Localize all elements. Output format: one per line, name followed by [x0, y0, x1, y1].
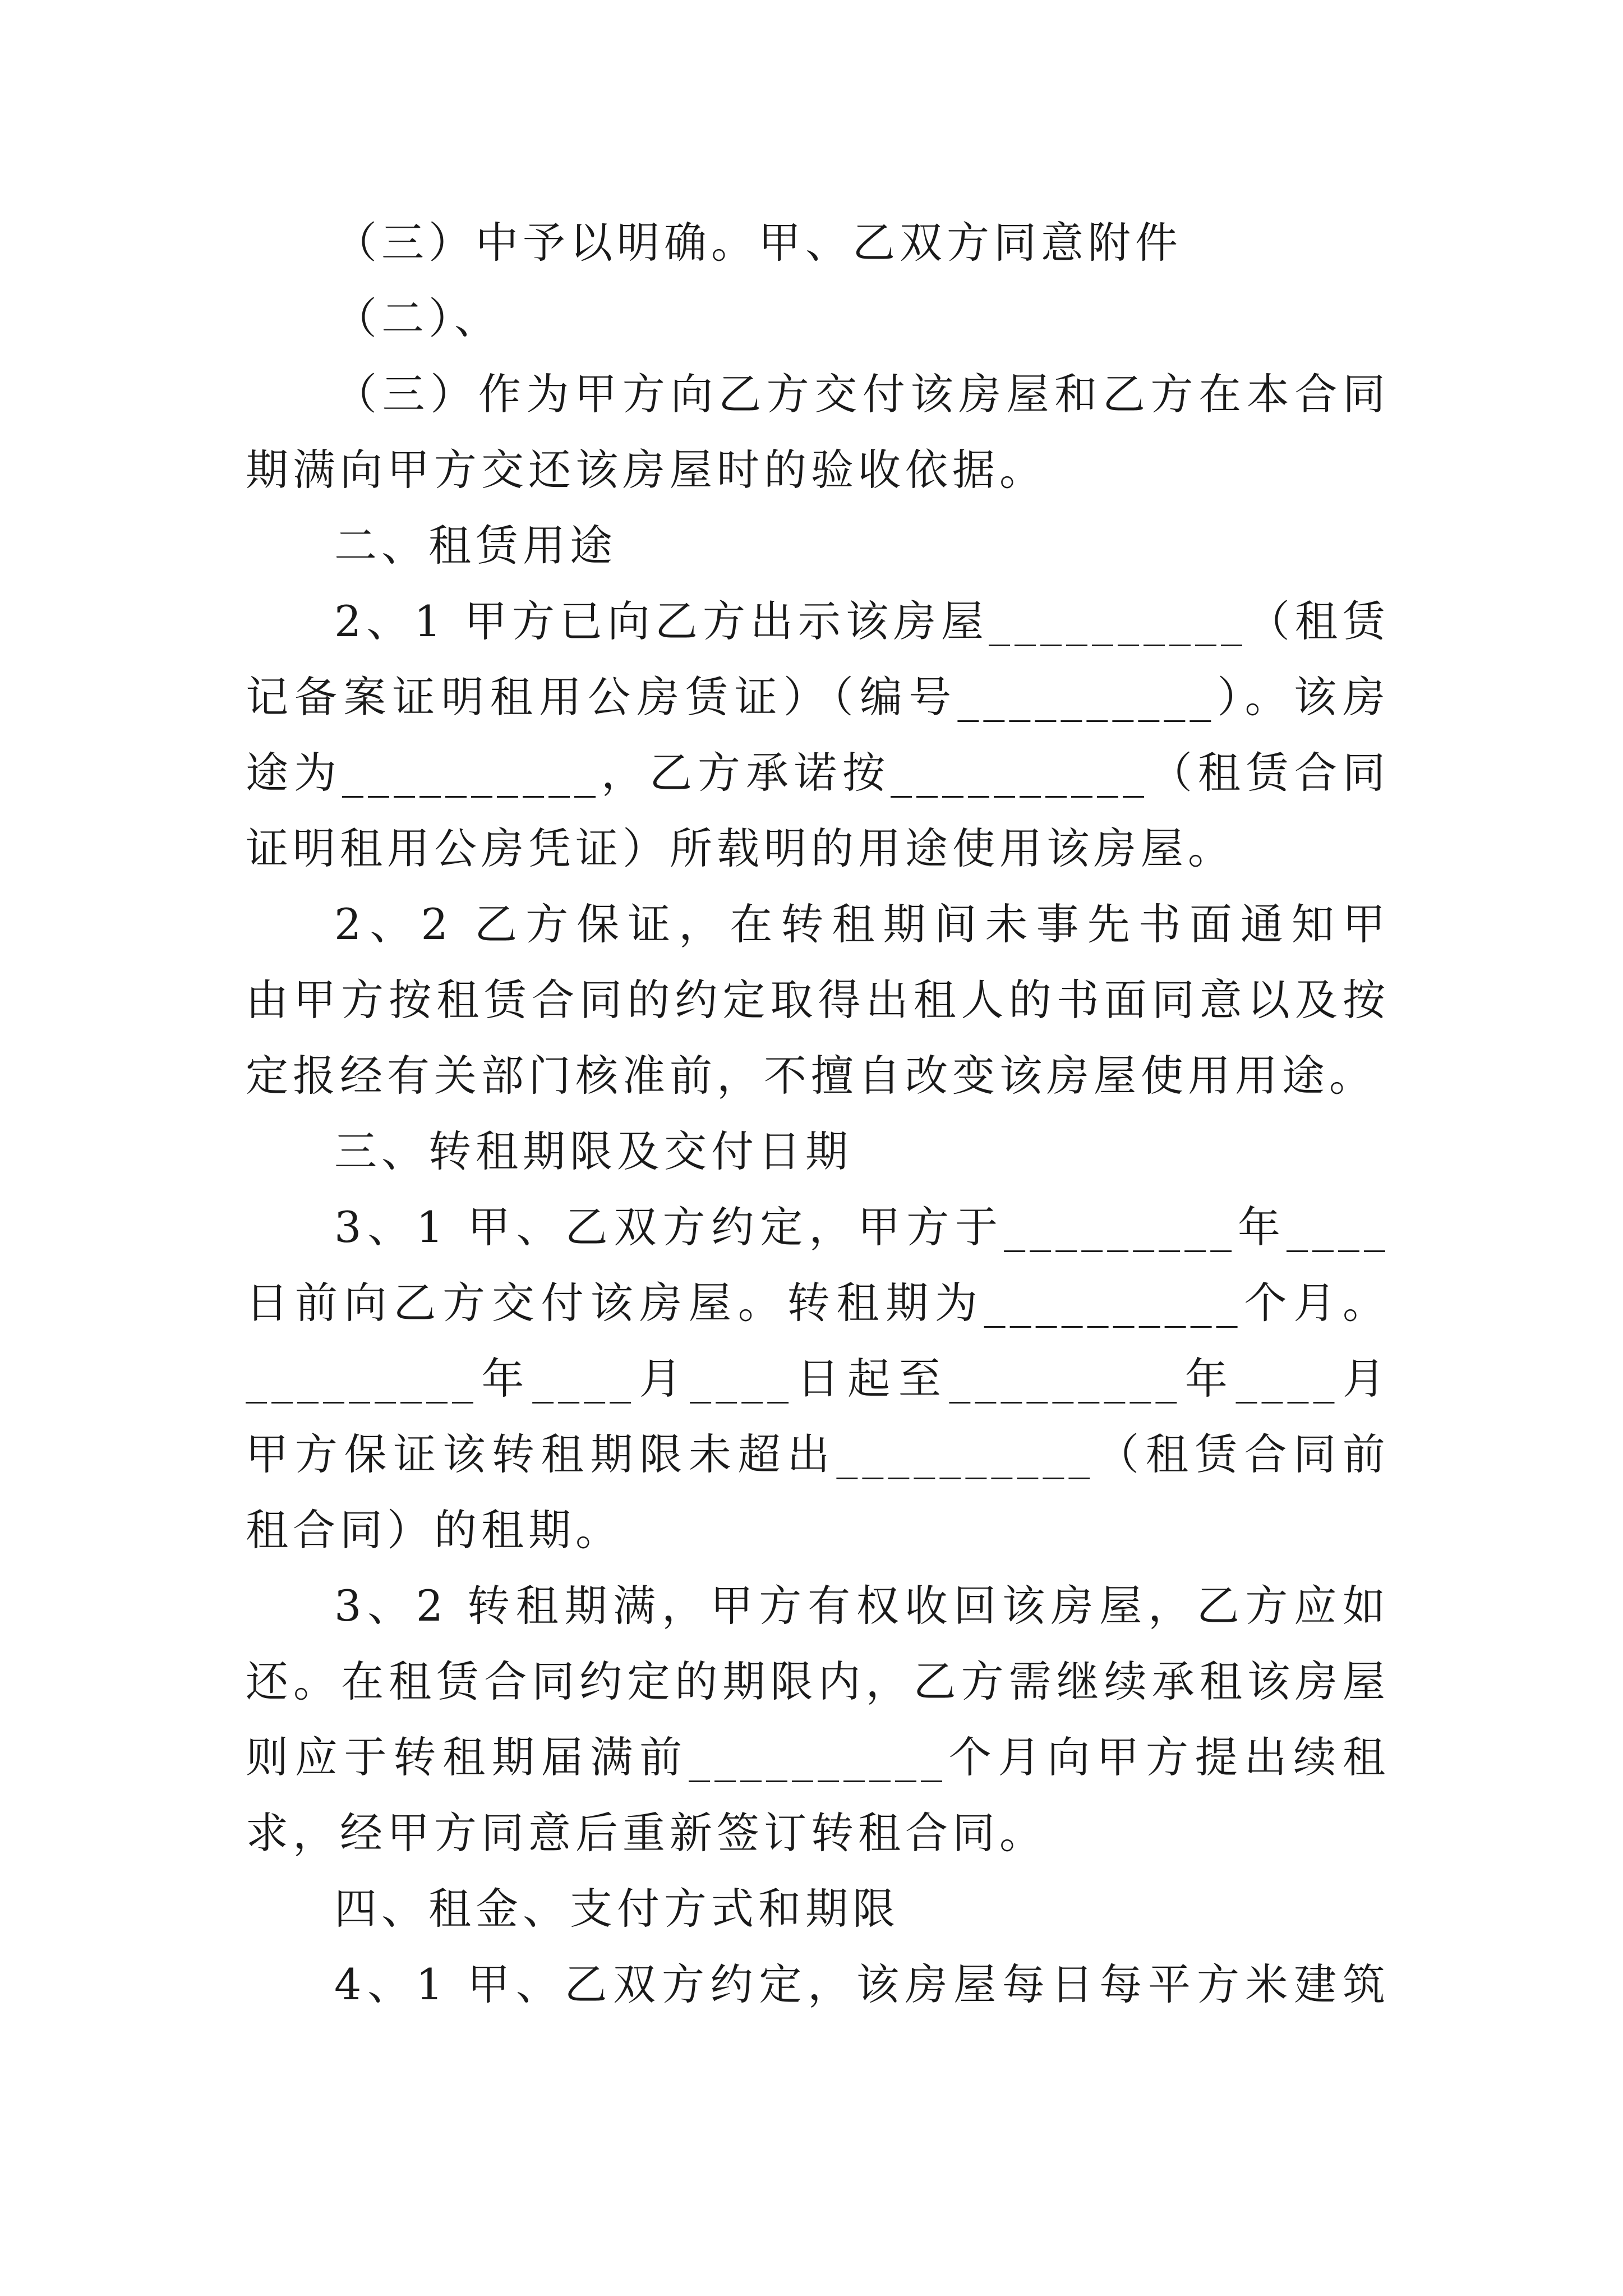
text-line: 期满向甲方交还该房屋时的验收依据。	[246, 445, 1046, 495]
text-line: _________年____月____日起至_________年____月	[246, 1354, 1390, 1404]
text-line: （三）作为甲方向乙方交付该房屋和乙方在本合同	[334, 369, 1390, 419]
text-line: 记备案证明租用公房赁证）（编号__________）。该房	[246, 672, 1390, 722]
text-line: （二）、	[334, 293, 501, 343]
contract-text-body	[246, 205, 1390, 2022]
text-line: 甲方保证该转租期限未超出__________（租赁合同前	[246, 1429, 1390, 1479]
text-line: 2、1 甲方已向乙方出示该房屋__________（租赁	[334, 596, 1390, 646]
section-heading: 二、租赁用途	[334, 521, 617, 570]
text-line: 证明租用公房凭证）所载明的用途使用该房屋。	[246, 823, 1235, 873]
text-line: 2、2 乙方保证，在转租期间未事先书面通知甲	[334, 899, 1390, 949]
text-line: 则应于转租期届满前__________个月向甲方提出续租	[246, 1732, 1390, 1782]
text-line: 途为__________，乙方承诺按__________（租赁合同	[246, 748, 1390, 798]
text-line: 求，经甲方同意后重新签订转租合同。	[246, 1808, 1046, 1858]
section-heading: 四、租金、支付方式和期限	[334, 1884, 900, 1934]
text-line: 还。在租赁合同约定的期限内，乙方需继续承租该房屋	[246, 1657, 1390, 1706]
text-line: 日前向乙方交付该房屋。转租期为__________个月。	[246, 1278, 1390, 1328]
text-line: 定报经有关部门核准前，不擅自改变该房屋使用用途。	[246, 1051, 1376, 1101]
text-line: 3、1 甲、乙双方约定，甲方于_________年____	[334, 1202, 1390, 1252]
text-line: 租合同）的租期。	[246, 1505, 623, 1555]
text-line: 由甲方按租赁合同的约定取得出租人的书面同意以及按	[246, 975, 1390, 1025]
text-line: （三）中予以明确。甲、乙双方同意附件	[334, 218, 1182, 268]
text-line: 4、1 甲、乙双方约定，该房屋每日每平方米建筑	[334, 1959, 1390, 2009]
section-heading: 三、转租期限及交付日期	[334, 1126, 852, 1176]
text-line: 3、2 转租期满，甲方有权收回该房屋，乙方应如	[334, 1581, 1390, 1631]
